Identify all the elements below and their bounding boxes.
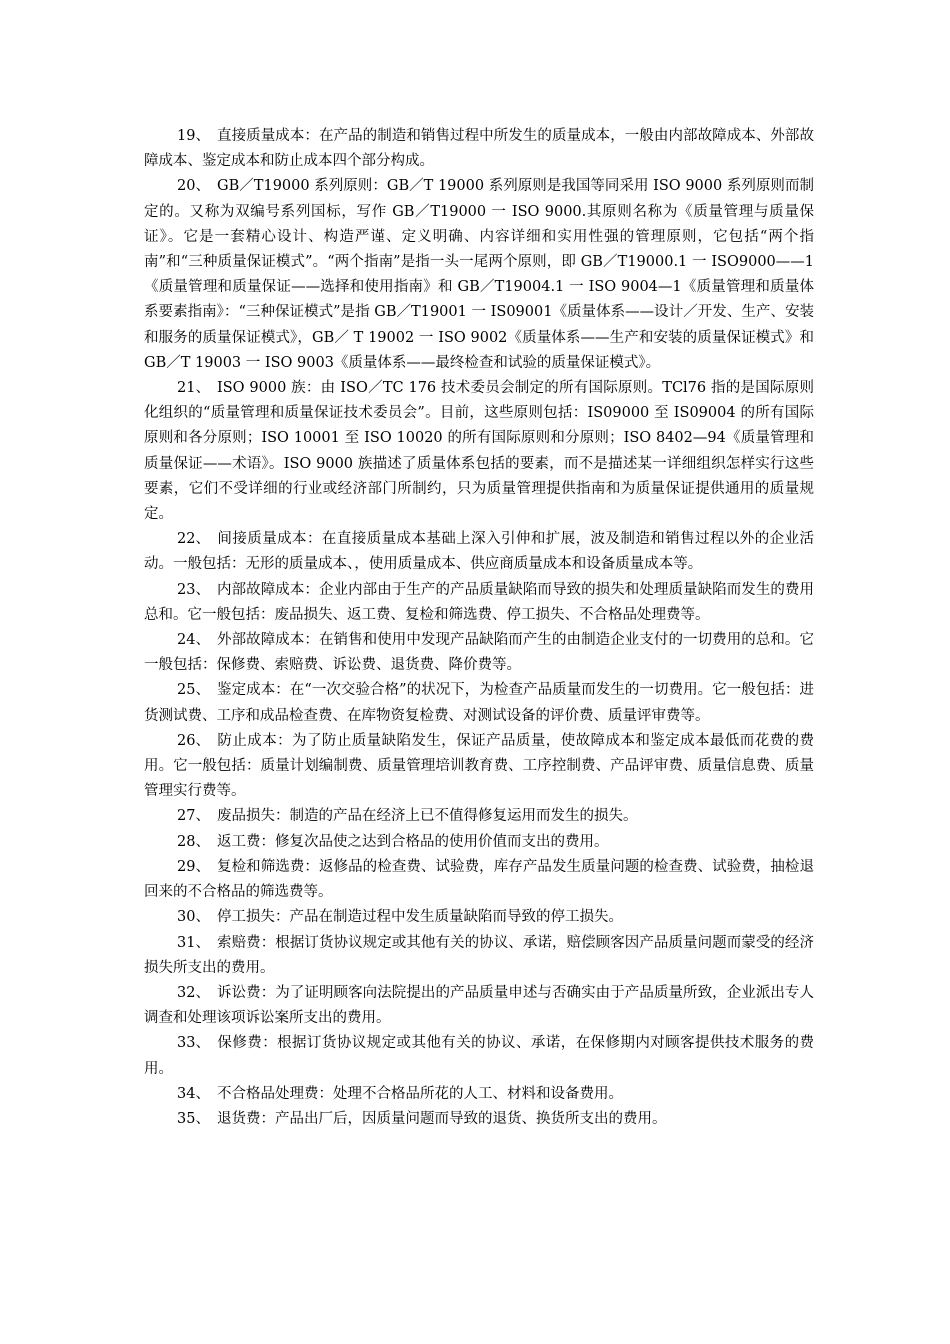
item-text: 直接质量成本：在产品的制造和销售过程中所发生的质量成本，一般由内部故障成本、外部故障成本、鉴定成本和防止成本四个部分构成。	[144, 128, 814, 170]
item-text: 废品损失：制造的产品在经济上已不值得修复运用而发生的损失。	[217, 808, 638, 825]
item-text: 间接质量成本：在直接质量成本基础上深入引伸和扩展，波及制造和销售过程以外的企业活动。一般包括：无形的质量成本、，使用质量成本、供应商质量成本和设备质量成本等。	[144, 531, 814, 573]
item-number: 31、	[177, 934, 210, 951]
item-number: 24、	[177, 632, 210, 649]
item-text: 停工损失：产品在制造过程中发生质量缺陷而导致的停工损失。	[217, 909, 623, 926]
item-number: 30、	[177, 909, 210, 926]
item-number: 21、	[177, 380, 210, 397]
paragraph-27	[144, 804, 814, 829]
paragraph-33	[144, 1031, 814, 1081]
item-number: 25、	[177, 682, 210, 699]
paragraph-26	[144, 729, 814, 805]
paragraph-21	[144, 376, 814, 527]
item-number: 27、	[177, 808, 210, 825]
item-number: 19、	[177, 128, 210, 144]
item-text: 外部故障成本：在销售和使用中发现产品缺陷而产生的由制造企业支付的一切费用的总和。它一般包括：保修费、索赔费、诉讼费、退货费、降价费等。	[144, 632, 814, 674]
item-number: 26、	[177, 732, 210, 749]
item-number: 20、	[177, 178, 210, 195]
paragraph-20	[144, 174, 814, 376]
item-text: 退货费：产品出厂后，因质量问题而导致的退货、换货所支出的费用。	[217, 1110, 667, 1127]
item-text: 返工费：修复次品使之达到合格品的使用价值而支出的费用。	[217, 833, 609, 850]
item-text: ISO 9000 族：由 ISO／TC 176 技术委员会制定的所有国际原则。TCl76 指的是国际原则化组织的“质量管理和质量保证技术委员会”。目前，这些原则包括：IS09000 至 IS09004 的所有国际原则和各分原则；ISO 10001 至 ISO 10020 的所有国际原则和分原则；ISO 8402—94《质量管理和质量保证——术语》。ISO 9000 族描述了质量体系包括的要素，而不是描述某一详细组织怎样实行这些要素，它们不受详细的行业或经济部门所制约，只为质量管理提供指南和为质量保证提供通用的质量规定。	[144, 380, 814, 523]
item-number: 22、	[177, 531, 210, 548]
item-text: 鉴定成本：在“一次交验合格”的状况下，为检查产品质量而发生的一切费用。它一般包括：进货测试费、工序和成品检查费、在库物资复检费、对测试设备的评价费、质量评审费等。	[144, 682, 814, 724]
item-text: 保修费：根据订货协议规定或其他有关的协议、承诺，在保修期内对顾客提供技术服务的费用。	[144, 1035, 814, 1077]
paragraph-31	[144, 931, 814, 981]
item-number: 29、	[177, 858, 210, 875]
document-body	[144, 124, 814, 1132]
item-text: 防止成本：为了防止质量缺陷发生，保证产品质量，使故障成本和鉴定成本最低而花费的费用。它一般包括：质量计划编制费、质量管理培训教育费、工序控制费、产品评审费、质量信息费、质量管理实行费等。	[144, 732, 814, 800]
item-number: 28、	[177, 833, 210, 850]
item-number: 34、	[177, 1085, 210, 1102]
item-text: GB／T19000 系列原则：GB／T 19000 系列原则是我国等同采用 ISO 9000 系列原则而制定的。又称为双编号系列国标，写作 GB／T19000 一 ISO 9000.其原则名称为《质量管理与质量保证》。它是一套精心设计、构造严谨、定义明确、内容详细和实用性强的管理原则，它包括“两个指南”和“三种质量保证模式”。“两个指南”是指一头一尾两个原则，即 GB／T19000.1 一 ISO9000——1《质量管理和质量保证——选择和使用指南》和 GB／T19004.1 一 ISO 9004—1《质量管理和质量体系要素指南》：“三种保证模式”是指 GB／T19001 一 IS09001《质量体系——设计／开发、生产、安装和服务的质量保证模式》，GB／ T 19002 一 ISO 9002《质量体系——生产和安装的质量保证模式》和 GB／T 19003 一 ISO 9003《质量体系——最终检查和试验的质量保证模式》。	[144, 178, 814, 371]
item-number: 32、	[177, 984, 210, 1001]
paragraph-22	[144, 527, 814, 577]
item-text: 诉讼费：为了证明顾客向法院提出的产品质量申述与否确实由于产品质量所致，企业派出专人调查和处理该项诉讼案所支出的费用。	[144, 984, 814, 1027]
paragraph-28	[144, 830, 814, 855]
paragraph-25	[144, 678, 814, 728]
item-number: 33、	[177, 1035, 210, 1052]
item-text: 不合格品处理费：处理不合格品所花的人工、材料和设备费用。	[217, 1085, 623, 1102]
paragraph-32	[144, 981, 814, 1031]
paragraph-34	[144, 1082, 814, 1107]
paragraph-30	[144, 905, 814, 930]
paragraph-19	[144, 124, 814, 174]
paragraph-23	[144, 578, 814, 628]
paragraph-29	[144, 855, 814, 905]
item-text: 内部故障成本：企业内部由于生产的产品质量缺陷而导致的损失和处理质量缺陷而发生的费用总和。它一般包括：废品损失、返工费、复检和筛选费、停工损失、不合格品处理费等。	[144, 581, 814, 623]
paragraph-35	[144, 1107, 814, 1132]
item-text: 索赔费：根据订货协议规定或其他有关的协议、承诺，赔偿顾客因产品质量问题而蒙受的经济损失所支出的费用。	[144, 934, 814, 976]
paragraph-24	[144, 628, 814, 678]
item-text: 复检和筛选费：返修品的检查费、试验费，库存产品发生质量问题的检查费、试验费，抽检退回来的不合格品的筛选费等。	[144, 858, 814, 901]
item-number: 23、	[177, 581, 210, 598]
item-number: 35、	[177, 1110, 210, 1127]
